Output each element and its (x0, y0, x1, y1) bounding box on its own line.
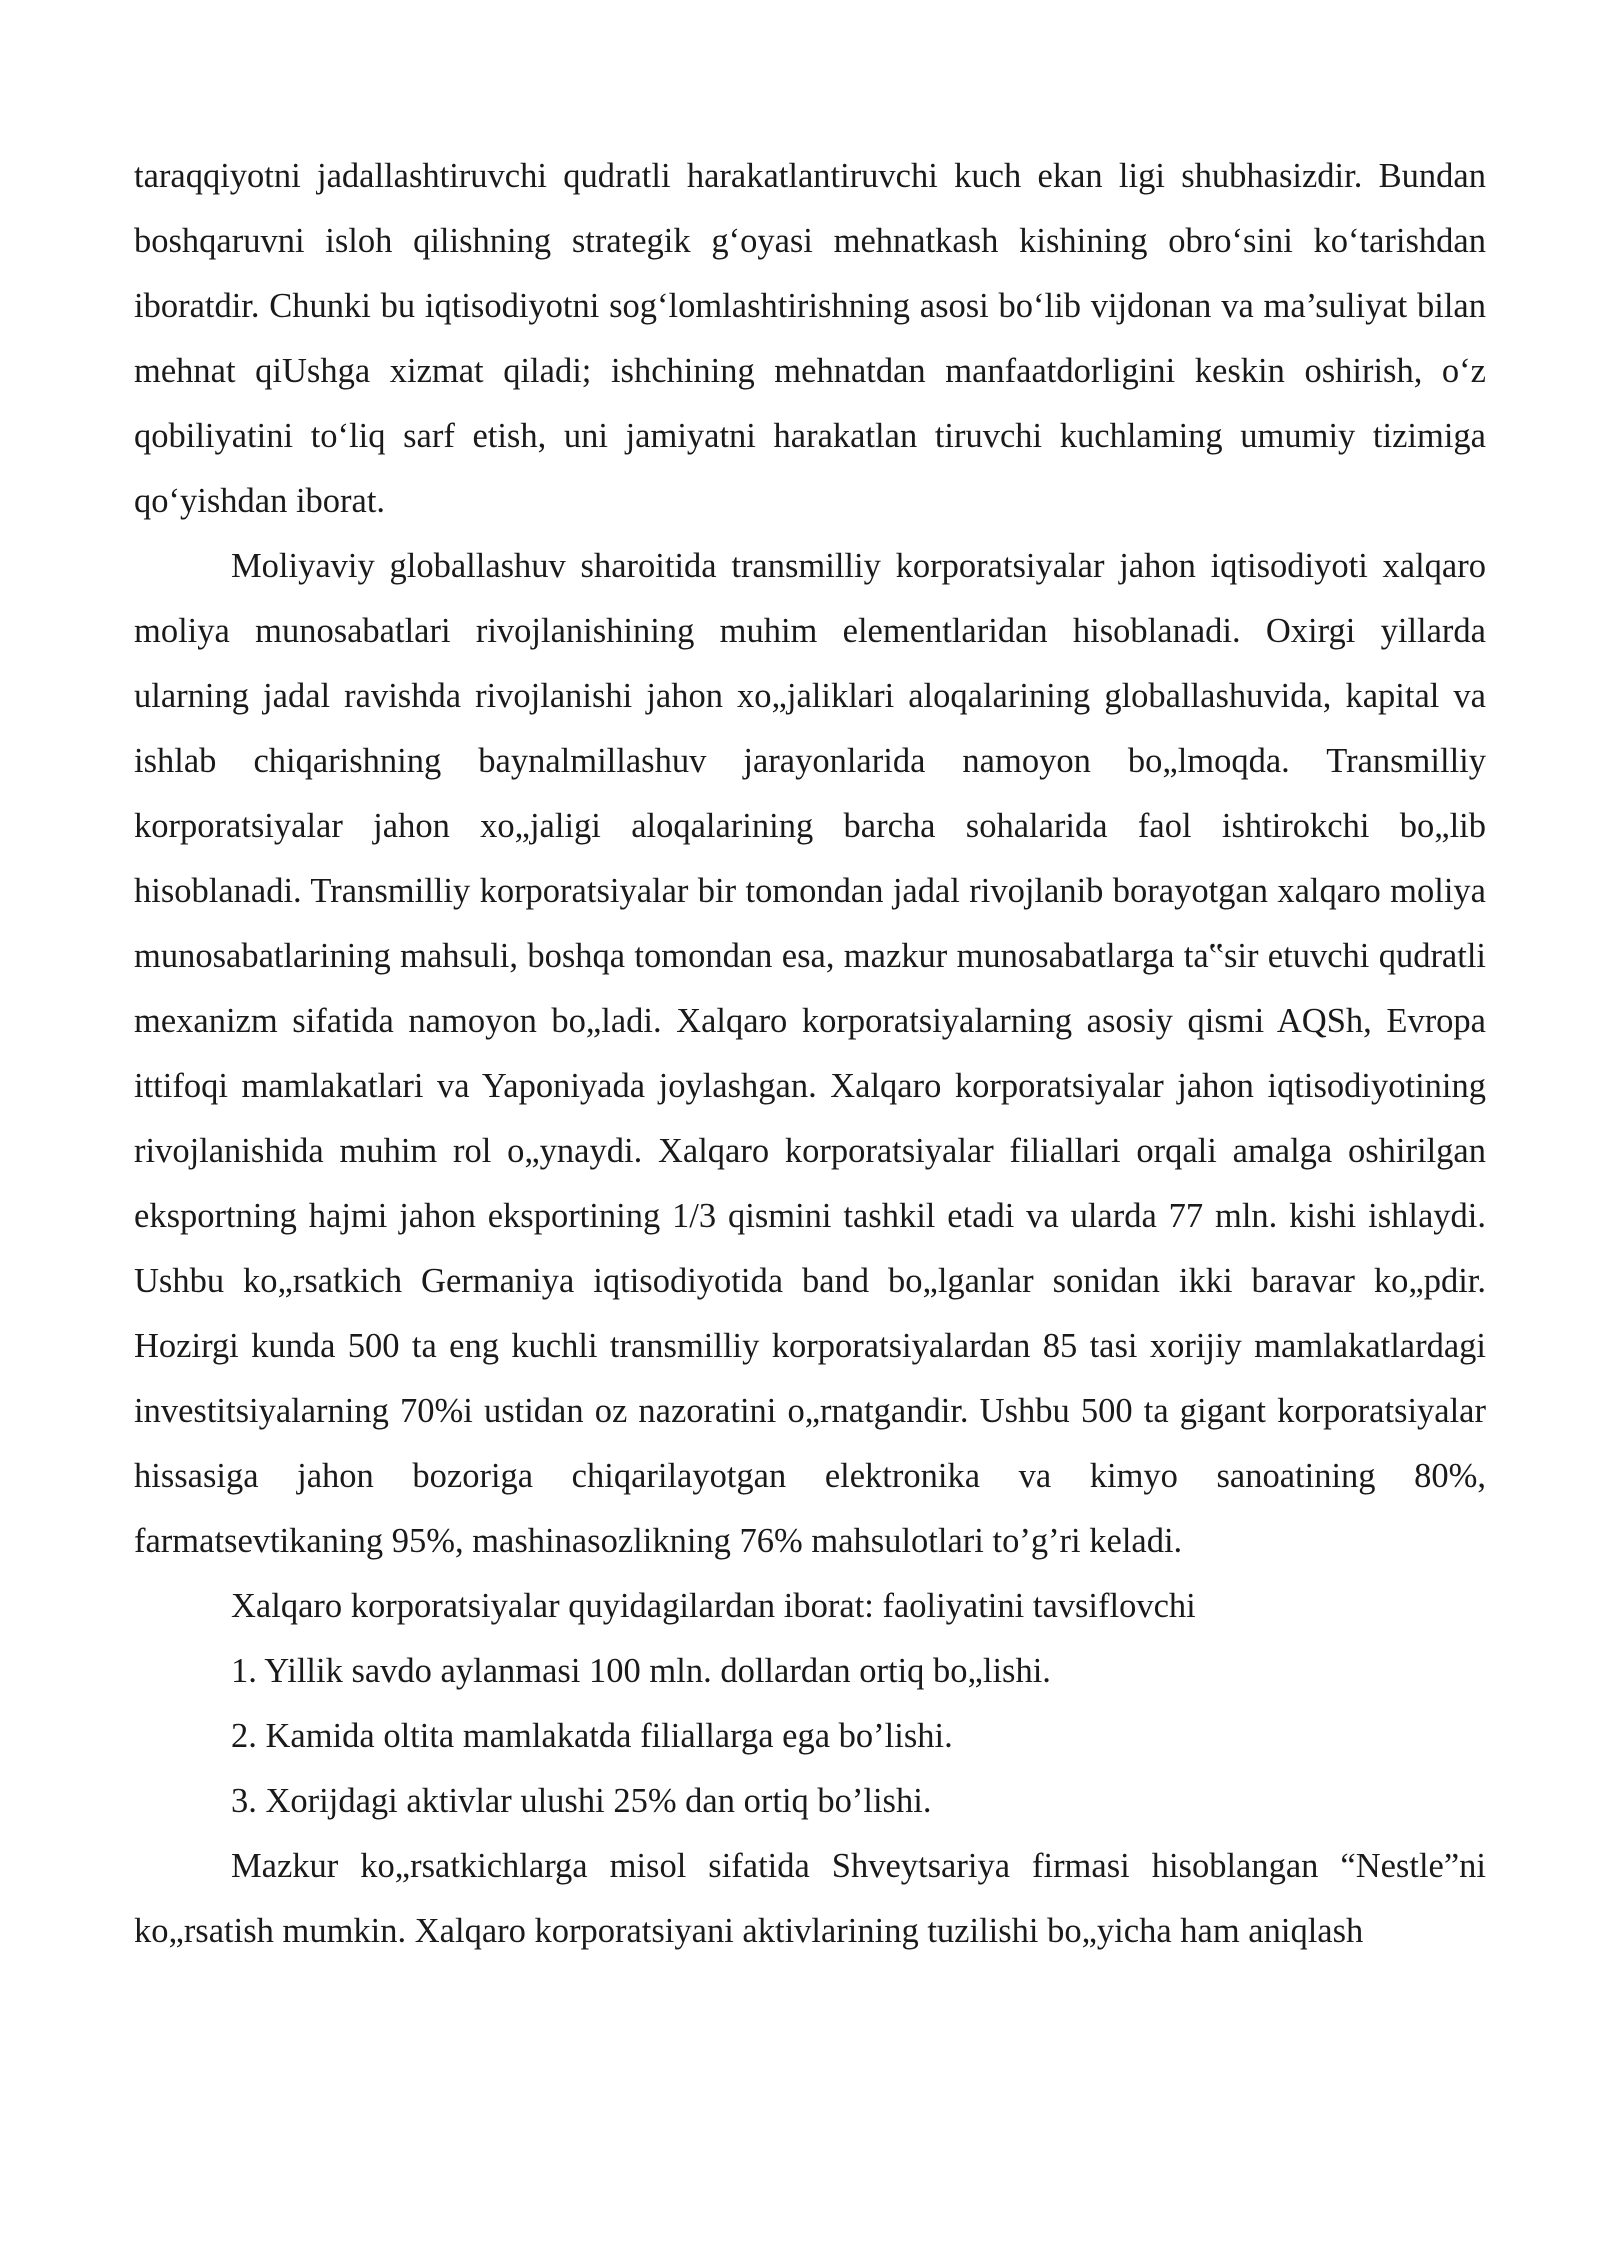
list-item: 2. Kamida oltita mamlakatda filiallarga ega bo’lishi. (231, 1717, 953, 1755)
paragraph-financial-globalization: Moliyaviy globallashuv sharoitida transmilliy korporatsiyalar jahon iqtisodiyoti xalqaro moliya munosabatlari rivojlanishining muhim elementlaridan hisoblanadi. Oxirgi yillarda ularning jadal ravishda rivojlanishi jahon xo„jaliklari aloqalarining globallashuvida, kapital va ishlab chiqarishning baynalmillashuv jarayonlarida namoyon bo„lmoqda. Transmilliy korporatsiyalar jahon xo„jaligi aloqalarining barcha sohalarida faol ishtirokchi bo„lib hisoblanadi. Transmilliy korporatsiyalar bir tomondan jadal rivojlanib borayotgan xalqaro moliya munosabatlarining mahsuli, boshqa tomondan esa, mazkur munosabatlarga ta‟sir etuvchi qudratli mexanizm sifatida namoyon bo„ladi. Xalqaro korporatsiyalarning asosiy qismi AQSh, Evropa ittifoqi mamlakatlari va Yaponiyada joylashgan. Xalqaro korporatsiyalar jahon iqtisodiyotining rivojlanishida muhim rol o„ynaydi. Xalqaro korporatsiyalar filiallari orqali amalga oshirilgan eksportning hajmi jahon eksportining 1/3 qismini tashkil etadi va ularda 77 mln. kishi ishlaydi. Ushbu ko„rsatkich Germaniya iqtisodiyotida band bo„lganlar sonidan ikki baravar ko„pdir. Hozirgi kunda 500 ta eng kuchli transmilliy korporatsiyalardan 85 tasi xorijiy mamlakatlardagi investitsiyalarning 70%i ustidan oz nazoratini o„rnatgandir. Ushbu 500 ta gigant korporatsiyalar hissasiga jahon bozoriga chiqarilayotgan elektronika va kimyo sanoatining 80%, farmatsevtikaning 95%, mashinasozlikning 76% mahsulotlari to’g’ri keladi. (134, 547, 1486, 1560)
list-item: 1. Yillik savdo aylanmasi 100 mln. dollardan ortiq bo„lishi. (231, 1652, 1051, 1690)
paragraph-closing: Mazkur ko„rsatkichlarga misol sifatida Shveytsariya firmasi hisoblangan “Nestle”ni ko„rsatish mumkin. Xalqaro korporatsiyani aktivlarining tuzilishi bo„yicha ham aniqlash (134, 1847, 1486, 1950)
list-item: 3. Xorijdagi aktivlar ulushi 25% dan ortiq bo’lishi. (231, 1782, 932, 1820)
paragraph-intro: taraqqiyotni jadallashtiruvchi qudratli harakatlantiruvchi kuch ekan ligi shubhasizdir. Bundan boshqaruvni isloh qilishning strategik g‘oyasi mehnatkash kishining obro‘sini ko‘tarishdan iboratdir. Chunki bu iqtisodiyotni sog‘lomlashtirishning asosi bo‘lib vijdonan va ma’suliyat bilan mehnat qiUshga xizmat qiladi; ishchining mehnatdan manfaatdorligini keskin oshirish, o‘z qobiliyatini to‘liq sarf etish, uni jamiyatni harakatlan tiruvchi kuchlaming umumiy tizimiga qo‘yishdan iborat. (134, 157, 1486, 520)
document-page (134, 144, 1486, 1964)
list-intro: Xalqaro korporatsiyalar quyidagilardan iborat: faoliyatini tavsiflovchi (231, 1587, 1196, 1625)
